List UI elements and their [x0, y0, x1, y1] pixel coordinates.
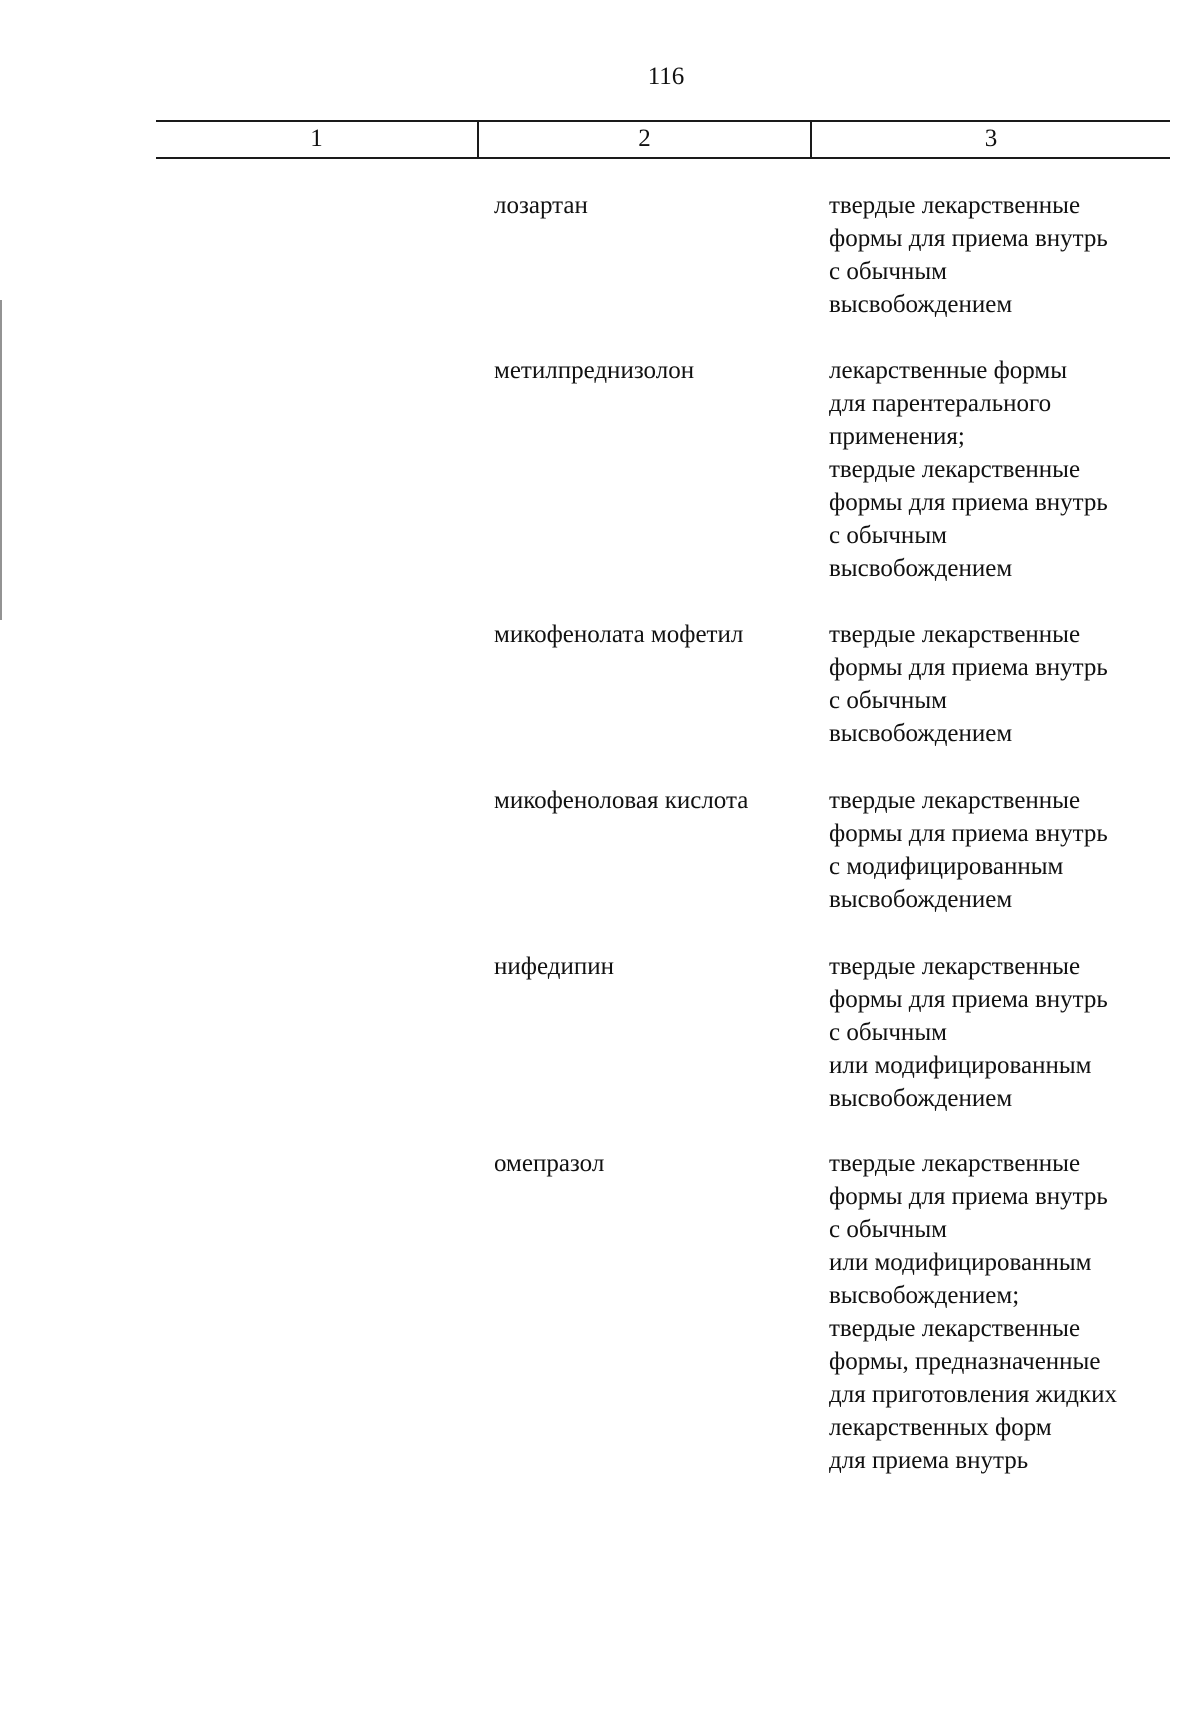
dosage-form-line: лекарственных форм [829, 1414, 1052, 1441]
column-header-2: 2 [638, 125, 651, 152]
dosage-form-line: высвобождением [829, 886, 1013, 913]
column-header-3: 3 [984, 125, 998, 152]
dosage-form-line: твердые лекарственные [829, 787, 1081, 814]
dosage-form-line: высвобождением; [829, 1282, 1020, 1309]
page-number: 116 [647, 63, 685, 90]
dosage-form [829, 950, 1179, 1115]
dosage-form-line: формы для приема внутрь [829, 225, 1108, 252]
dosage-form-line: с обычным [829, 687, 947, 714]
dosage-form-line: высвобождением [829, 720, 1013, 747]
dosage-form-line: твердые лекарственные [829, 1315, 1081, 1342]
dosage-form-line: формы для приема внутрь [829, 489, 1108, 516]
dosage-form [829, 1147, 1179, 1477]
scan-edge-mark [0, 300, 2, 620]
table-header-bottom-rule [156, 157, 1170, 159]
dosage-form-line: с модифицированным [829, 853, 1064, 880]
dosage-form-line: с обычным [829, 258, 947, 285]
dosage-form-line: формы для приема внутрь [829, 654, 1108, 681]
drug-name: микофенолата мофетил [494, 621, 744, 648]
dosage-form-line: для парентерального [829, 390, 1052, 417]
dosage-form-line: формы для приема внутрь [829, 820, 1108, 847]
dosage-form-line: твердые лекарственные [829, 1150, 1081, 1177]
dosage-form-line: для приготовления жидких [829, 1381, 1118, 1408]
dosage-form-line: твердые лекарственные [829, 456, 1081, 483]
table-top-rule [156, 120, 1170, 122]
dosage-form-line: для приема внутрь [829, 1447, 1029, 1474]
dosage-form-line: высвобождением [829, 1085, 1013, 1112]
dosage-form-line: или модифицированным [829, 1052, 1092, 1079]
dosage-form-line: с обычным [829, 522, 947, 549]
dosage-form [829, 618, 1179, 750]
dosage-form-line: с обычным [829, 1216, 947, 1243]
dosage-form-line: твердые лекарственные [829, 192, 1081, 219]
dosage-form-line: формы для приема внутрь [829, 1183, 1108, 1210]
column-header-1: 1 [310, 125, 323, 152]
dosage-form [829, 189, 1179, 321]
drug-name: микофеноловая кислота [494, 787, 749, 814]
dosage-form [829, 354, 1179, 585]
drug-name: нифедипин [494, 953, 614, 980]
dosage-form [829, 784, 1179, 916]
dosage-form-line: формы для приема внутрь [829, 986, 1108, 1013]
dosage-form-line: применения; [829, 423, 965, 450]
dosage-form-line: твердые лекарственные [829, 953, 1081, 980]
dosage-form-line: высвобождением [829, 291, 1013, 318]
drug-name: метилпреднизолон [494, 357, 695, 384]
dosage-form-line: или модифицированным [829, 1249, 1092, 1276]
drug-name: лозартан [494, 192, 588, 219]
dosage-form-line: твердые лекарственные [829, 621, 1081, 648]
dosage-form-line: лекарственные формы [829, 357, 1068, 384]
dosage-form-line: высвобождением [829, 555, 1013, 582]
drug-name: омепразол [494, 1150, 605, 1177]
dosage-form-line: формы, предназначенные [829, 1348, 1101, 1375]
dosage-form-line: с обычным [829, 1019, 947, 1046]
